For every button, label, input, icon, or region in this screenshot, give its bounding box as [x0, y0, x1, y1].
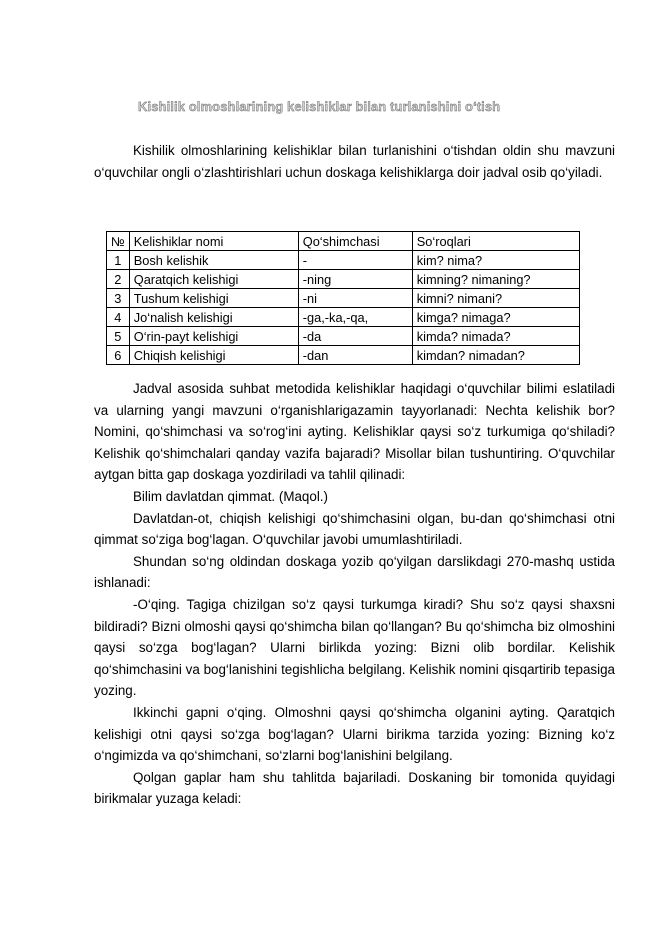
case-name: Tushum kelishigi	[129, 289, 298, 308]
case-questions: kimning? nimaning?	[412, 270, 579, 289]
document-heading: Kishilik olmoshlarining kelishiklar bilan turlanishini o‘tish	[138, 99, 501, 114]
case-name: Qaratqich kelishigi	[129, 270, 298, 289]
cases-table	[106, 231, 580, 365]
paragraph: Jadval asosida suhbat metodida kelishiklar haqidagi o‘quvchilar bilimi eslatiladi va ularning yangi mavzuni o‘rganishlarigazamin tayyorlanadi: Nechta kelishik bor? Nomini, qo‘shimchasi va so‘rog‘ini ayting. Kelishiklar qaysi so‘z turkumiga qo‘shiladi? Kelishik qo‘shimchalari qanday vazifa bajaradi? Misollar bilan tushuntiring. O‘quvchilar aytgan bitta gap doskaga yozdiriladi va tahlil qilinadi:	[94, 381, 615, 483]
case-name: Bosh kelishik	[129, 251, 298, 270]
row-number: 2	[107, 270, 130, 289]
case-suffix: -ni	[298, 289, 412, 308]
header-cell: Kelishiklar nomi	[129, 232, 298, 251]
table-row	[107, 346, 580, 365]
body-text	[94, 378, 615, 810]
table-row	[107, 327, 580, 346]
proverb-line: Bilim davlatdan qimmat. (Maqol.)	[133, 488, 328, 504]
row-number: 6	[107, 346, 130, 365]
case-questions: kimdan? nimadan?	[412, 346, 579, 365]
table-row	[107, 270, 580, 289]
paragraph: -O‘qing. Tagiga chizilgan so‘z qaysi turkumga kiradi? Shu so‘z qaysi shaxsni bildiradi? Bizni olmoshi qaysi qo‘shimcha bilan qo‘llangan? Bu qo‘shimcha biz olmoshini qaysi so‘zga bog‘lagan? Ularni birlikda yozing: Bizni olib bordilar. Kelishik qo‘shimchasini va bog‘lanishini tegishlicha belgilang. Kelishik nomini qisqartirib tepasiga yozing.	[94, 596, 615, 699]
table-row	[107, 289, 580, 308]
table-row	[107, 251, 580, 270]
row-number: 5	[107, 327, 130, 346]
case-name: Jo‘nalish kelishigi	[129, 308, 298, 327]
case-questions: kim? nima?	[412, 251, 579, 270]
header-cell: So‘roqlari	[412, 232, 579, 251]
case-suffix: -da	[298, 327, 412, 346]
header-cell: Qo‘shimchasi	[298, 232, 412, 251]
case-name: O‘rin-payt kelishigi	[129, 327, 298, 346]
table-row	[107, 308, 580, 327]
case-name: Chiqish kelishigi	[129, 346, 298, 365]
header-cell: №	[107, 232, 130, 251]
case-suffix: -ning	[298, 270, 412, 289]
case-questions: kimga? nimaga?	[412, 308, 579, 327]
row-number: 4	[107, 308, 130, 327]
case-suffix: -dan	[298, 346, 412, 365]
paragraph: Ikkinchi gapni o‘qing. Olmoshni qaysi qo‘shimcha olganini ayting. Qaratqich kelishigi otni qaysi so‘zga bog‘lagan? Ularni birikma tarzida yozing: Bizning ko‘z o‘ngimizda va qo‘shimchani, so‘zlarni bog‘lanishini belgilang.	[94, 704, 615, 764]
paragraph: Davlatdan-ot, chiqish kelishigi qo‘shimchasini olgan, bu-dan qo‘shimchasi otni qimmat so‘ziga bog‘lagan. O‘quvchilar javobi umumlashtiriladi.	[94, 510, 615, 548]
case-suffix: -ga,-ka,-qa,	[298, 308, 412, 327]
case-suffix: -	[298, 251, 412, 270]
paragraph: Shundan so‘ng oldindan doskaga yozib qo‘yilgan darslikdagi 270-mashq ustida ishlanadi:	[94, 553, 615, 591]
paragraph: Qolgan gaplar ham shu tahlitda bajariladi. Doskaning bir tomonida quyidagi birikmalar yuzaga keladi:	[94, 769, 615, 807]
row-number: 3	[107, 289, 130, 308]
intro-paragraph: Kishilik olmoshlarining kelishiklar bilan turlanishini o‘tishdan oldin shu mavzuni o‘quvchilar ongli o‘zlashtirishlari uchun doskaga kelishiklarga doir jadval osib qo‘yiladi.	[94, 143, 615, 180]
row-number: 1	[107, 251, 130, 270]
table-header-row	[107, 232, 580, 251]
case-questions: kimda? nimada?	[412, 327, 579, 346]
case-questions: kimni? nimani?	[412, 289, 579, 308]
